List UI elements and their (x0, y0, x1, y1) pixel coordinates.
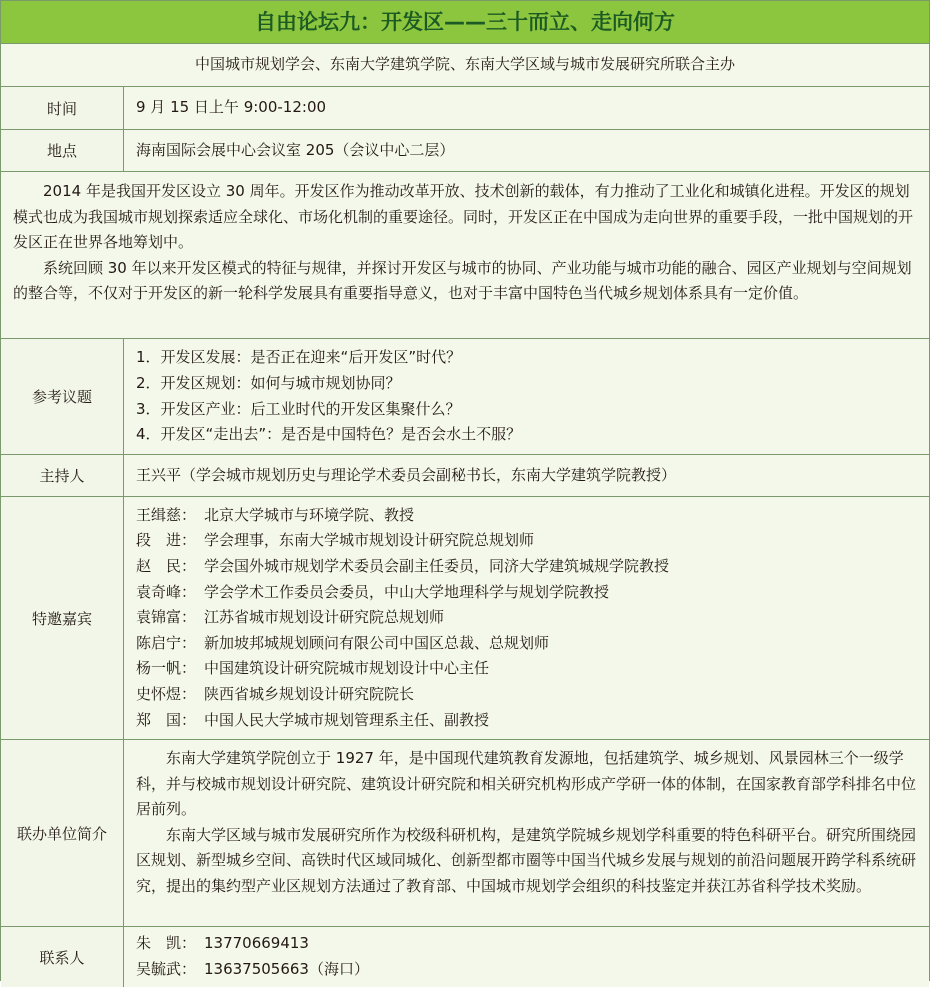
guest-name: 陈启宁： (136, 633, 197, 652)
topic-item: 3．开发区产业：后工业时代的开发区集聚什么？ (136, 399, 461, 418)
time-row (1, 87, 929, 130)
venue-row (1, 130, 929, 172)
intro-paragraph: 2014 年是我国开发区设立 30 周年。开发区作为推动改革开放、技术创新的载体，有力推动了工业化和城镇化进程。开发区的规划模式也成为我国城市规划探索适应全球化、市场化机制的重要途径。同时，开发区正在中国成为走向世界的重要手段，一批中国规划的开发区正在世界各地筹划中。 (13, 182, 914, 252)
contact-phone: 13637505663（海口） (204, 960, 369, 978)
alliance-label: 联办单位简介 (1, 740, 124, 926)
guest-desc: 中国建筑设计研究院城市规划设计中心主任 (204, 659, 490, 678)
contacts-row (1, 927, 929, 987)
organizers-text: 中国城市规划学会、东南大学建筑学院、东南大学区域与城市发展研究所联合主办 (1, 44, 929, 86)
topics-row (1, 339, 929, 455)
time-value: 9 月 15 日上午 9:00-12:00 (124, 87, 929, 129)
guest-desc: 北京大学城市与环境学院、教授 (204, 505, 415, 524)
guest-item (136, 528, 917, 554)
guest-item (136, 708, 917, 734)
guest-desc: 学会理事，东南大学城市规划设计研究院总规划师 (204, 531, 535, 550)
guest-item (136, 682, 917, 708)
guests-label: 特邀嘉宾 (1, 497, 124, 739)
topics-label: 参考议题 (1, 339, 124, 454)
guest-name: 郑 国： (136, 710, 197, 729)
venue-label: 地点 (1, 130, 124, 171)
guest-desc: 学会学术工作委员会委员，中山大学地理科学与规划学院教授 (204, 582, 610, 601)
host-row (1, 455, 929, 497)
guest-name: 袁奇峰： (136, 582, 197, 601)
intro-paragraph: 系统回顾 30 年以来开发区模式的特征与规律，并探讨开发区与城市的协同、产业功能与城市功能的融合、园区产业规划与空间规划的整合等，不仅对于开发区的新一轮科学发展具有重要指导意义，也对于丰富中国特色当代城乡规划体系具有一定价值。 (13, 258, 912, 303)
guest-name: 史怀煜： (136, 684, 197, 703)
organizers-row (1, 44, 929, 87)
time-label: 时间 (1, 87, 124, 129)
guest-item (136, 631, 917, 657)
venue-value: 海南国际会展中心会议室 205（会议中心二层） (124, 130, 929, 171)
contact-phone: 13770669413 (204, 934, 309, 953)
guest-name: 杨一帆： (136, 659, 197, 678)
topics-list (124, 339, 929, 454)
guest-name: 袁锦富： (136, 608, 197, 627)
guest-name: 王缉慈： (136, 505, 197, 524)
host-label: 主持人 (1, 455, 124, 496)
alliance-paragraph: 东南大学建筑学院创立于 1927 年，是中国现代建筑教育发源地，包括建筑学、城乡规划、风景园林三个一级学科，并与校城市规划设计研究院、建筑设计研究院和相关研究机构形成产学研一体的体制，在国家教育部学科排名中位居前列。 (136, 749, 917, 819)
contacts-label: 联系人 (1, 927, 124, 987)
contact-name: 朱 凯： (136, 934, 197, 953)
guest-desc: 学会国外城市规划学术委员会副主任委员，同济大学建筑城规学院教授 (204, 557, 670, 576)
intro-text (1, 172, 929, 338)
contact-item (136, 931, 917, 957)
guest-desc: 江苏省城市规划设计研究院总规划师 (204, 608, 445, 627)
topic-item: 2．开发区规划：如何与城市规划协同？ (136, 373, 401, 392)
topic-item: 4．开发区“走出去”：是否是中国特色？是否会水土不服？ (136, 425, 522, 444)
contact-item (136, 957, 917, 983)
guest-item (136, 503, 917, 529)
guests-list (124, 497, 929, 739)
guest-item (136, 605, 917, 631)
alliance-paragraph: 东南大学区域与城市发展研究所作为校级科研机构，是建筑学院城乡规划学科重要的特色科研平台。研究所围绕园区规划、新型城乡空间、高铁时代区域同城化、创新型都市圈等中国当代城乡发展与规划的前沿问题展开跨学科系统研究，提出的集约型产业区规划方法通过了教育部、中国城市规划学会组织的科技鉴定并获江苏省科学技术奖励。 (136, 825, 917, 895)
guest-desc: 陕西省城乡规划设计研究院院长 (204, 684, 415, 703)
alliance-text (124, 740, 929, 926)
guest-name: 段 进： (136, 531, 197, 550)
guest-item (136, 554, 917, 580)
page-title: 自由论坛九：开发区——三十而立、走向何方 (1, 1, 929, 44)
guest-desc: 新加坡邦城规划顾问有限公司中国区总裁、总规划师 (204, 633, 550, 652)
guest-name: 赵 民： (136, 557, 197, 576)
contact-name: 吴毓武： (136, 960, 197, 978)
guest-desc: 中国人民大学城市规划管理系主任、副教授 (204, 710, 490, 729)
guests-row (1, 497, 929, 740)
guest-item (136, 580, 917, 606)
host-value: 王兴平（学会城市规划历史与理论学术委员会副秘书长，东南大学建筑学院教授） (124, 455, 929, 496)
topic-item: 1．开发区发展：是否正在迎来“后开发区”时代？ (136, 348, 462, 367)
intro-row (1, 172, 929, 339)
contacts-list (124, 927, 929, 987)
alliance-row (1, 740, 929, 927)
guest-item (136, 656, 917, 682)
